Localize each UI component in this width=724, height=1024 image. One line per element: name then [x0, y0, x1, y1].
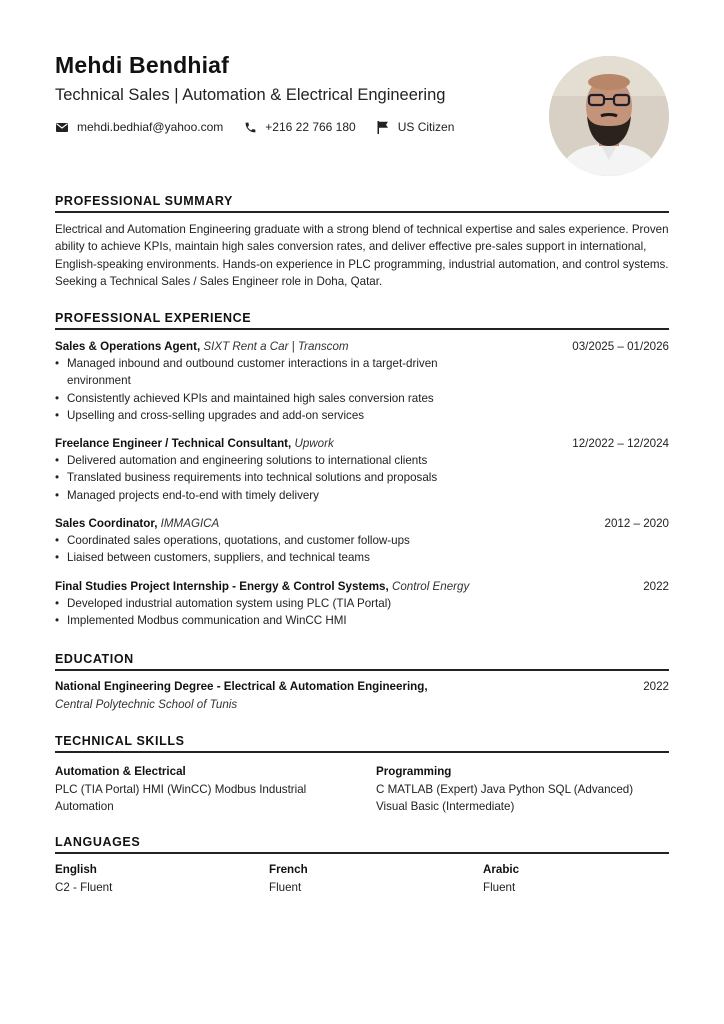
language-item — [55, 861, 269, 897]
skill-group — [376, 763, 669, 815]
bullet-item: • Managed inbound and outbound customer interactions in a target-driven environment — [55, 355, 482, 390]
language-name: English — [55, 863, 97, 876]
skill-group — [55, 763, 376, 815]
job-entry — [55, 515, 669, 567]
bullet-item: • Developed industrial automation system using PLC (TIA Portal) — [55, 595, 482, 612]
school-name: Central Polytechnic School of Tunis — [55, 698, 238, 711]
education-entry — [55, 678, 669, 714]
flag-icon — [376, 120, 390, 134]
education-year: 2022 — [643, 680, 669, 693]
job-company: Upwork — [294, 437, 334, 450]
language-level: C2 - Fluent — [55, 881, 113, 894]
summary-text: Electrical and Automation Engineering graduate with a strong blend of technical expertise and sales experience. Proven ability to achieve KPIs, maintain high sales conversion rates, and deliver effective pre-sales support in international, English-speaking environments. Hands-on experience in PLC programming, industrial automation, and control systems. Seeking a Technical Sales / Sales Engineer role in Doha, Qatar. — [55, 223, 669, 288]
job-title — [55, 515, 219, 532]
job-bullets — [55, 452, 669, 504]
bullet-item: • Upselling and cross-selling upgrades and add-on services — [55, 407, 482, 424]
envelope-icon — [55, 120, 69, 134]
candidate-title: Technical Sales | Automation & Electrical Engineering — [55, 86, 446, 104]
skill-group-items: PLC (TIA Portal) HMI (WinCC) Modbus Industrial Automation — [55, 783, 307, 813]
skills-heading: TECHNICAL SKILLS — [55, 734, 669, 753]
job-role: Sales Coordinator, — [55, 517, 158, 530]
candidate-name: Mehdi Bendhiaf — [55, 52, 230, 78]
bullet-item: • Coordinated sales operations, quotations, and customer follow-ups — [55, 532, 482, 549]
job-bullets — [55, 355, 669, 425]
job-company: Control Energy — [391, 580, 470, 593]
contact-citizenship — [376, 120, 455, 134]
contact-row — [55, 120, 474, 134]
job-title — [55, 435, 334, 452]
contact-phone[interactable] — [243, 120, 355, 134]
job-role: Freelance Engineer / Technical Consultant, — [55, 437, 292, 450]
skill-group-items: C MATLAB (Expert) Java Python SQL (Advanced) Visual Basic (Intermediate) — [376, 783, 634, 813]
language-level: Fluent — [269, 881, 302, 894]
job-role: Sales & Operations Agent, — [55, 340, 201, 353]
bullet-item: • Liaised between customers, suppliers, and technical teams — [55, 549, 482, 566]
education-heading: EDUCATION — [55, 652, 669, 671]
experience-heading: PROFESSIONAL EXPERIENCE — [55, 311, 669, 330]
languages-grid — [55, 861, 669, 897]
summary-heading: PROFESSIONAL SUMMARY — [55, 194, 669, 213]
bullet-item: • Translated business requirements into technical solutions and proposals — [55, 469, 482, 486]
job-bullets — [55, 595, 669, 630]
language-level: Fluent — [483, 881, 516, 894]
profile-photo — [549, 56, 669, 176]
job-company: SIXT Rent a Car | Transcom — [203, 340, 349, 353]
languages-heading: LANGUAGES — [55, 835, 669, 854]
language-item — [269, 861, 483, 897]
citizenship-text: US Citizen — [397, 120, 455, 134]
language-item — [483, 861, 669, 897]
bullet-item: • Managed projects end-to-end with timely delivery — [55, 487, 482, 504]
job-company: IMMAGICA — [160, 517, 220, 530]
job-dates: 2022 — [643, 580, 669, 593]
job-title — [55, 338, 349, 355]
resume-page — [55, 0, 669, 1024]
bullet-item: • Delivered automation and engineering solutions to international clients — [55, 452, 482, 469]
degree-title: National Engineering Degree - Electrical & Automation Engineering, — [55, 680, 428, 693]
job-dates: 2012 – 2020 — [604, 517, 669, 530]
job-dates: 03/2025 – 01/2026 — [572, 340, 669, 353]
skill-group-title: Automation & Electrical — [55, 765, 186, 778]
language-name: French — [269, 863, 308, 876]
job-dates: 12/2022 – 12/2024 — [572, 437, 669, 450]
job-title — [55, 578, 469, 595]
bullet-item: • Consistently achieved KPIs and maintained high sales conversion rates — [55, 390, 482, 407]
job-entry — [55, 578, 669, 630]
job-entry — [55, 435, 669, 504]
job-entry — [55, 338, 669, 425]
job-role: Final Studies Project Internship - Energy & Control Systems, — [55, 580, 389, 593]
phone-icon — [243, 120, 257, 134]
bullet-item: • Implemented Modbus communication and WinCC HMI — [55, 612, 482, 629]
skills-grid — [55, 763, 669, 815]
email-text: mehdi.bedhiaf@yahoo.com — [77, 120, 224, 134]
job-bullets — [55, 532, 669, 567]
language-name: Arabic — [483, 863, 520, 876]
contact-email[interactable] — [55, 120, 223, 134]
phone-text: +216 22 766 180 — [265, 120, 356, 134]
skill-group-title: Programming — [376, 765, 452, 778]
